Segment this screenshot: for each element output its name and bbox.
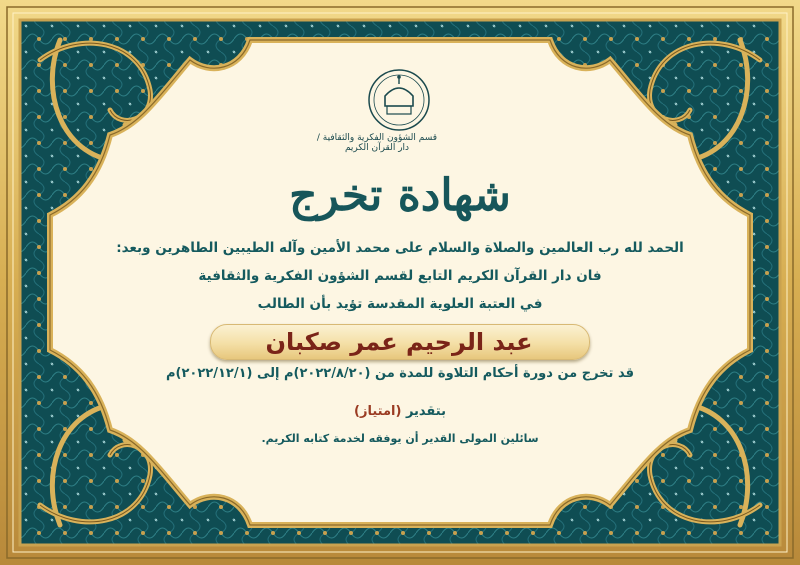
student-name: عبد الرحيم عمر صكبان: [265, 328, 533, 356]
grade-label: بتقدير: [405, 404, 446, 419]
opening-praise-line: الحمد لله رب العالمين والصلاة والسلام على محمد الأمين وآله الطيبين الطاهرين وبعد:: [116, 240, 684, 256]
closing-prayer: سائلين المولى القدير أن يوفقه لخدمة كتابه الكريم.: [261, 432, 539, 445]
shrine-emblem: [369, 70, 429, 130]
grade-line: [300, 404, 500, 419]
attestation-line: في العتبة العلوية المقدسة تؤيد بأن الطالب: [257, 296, 543, 312]
department-header: قسم الشؤون الفكرية والثقافية / دار القرآن الكريم: [316, 133, 438, 153]
certificate-title: شهادة تخرج: [289, 170, 511, 221]
course-dates-line: قد تخرج من دورة أحكام التلاوة للمدة من (٢٠٢٢/٨/٢٠)م إلى (٢٠٢٢/١٢/١)م: [166, 366, 634, 381]
issuer-line: فان دار القرآن الكريم التابع لقسم الشؤون الفكرية والثقافية: [198, 268, 602, 284]
grade-value: (امتياز): [354, 404, 402, 419]
